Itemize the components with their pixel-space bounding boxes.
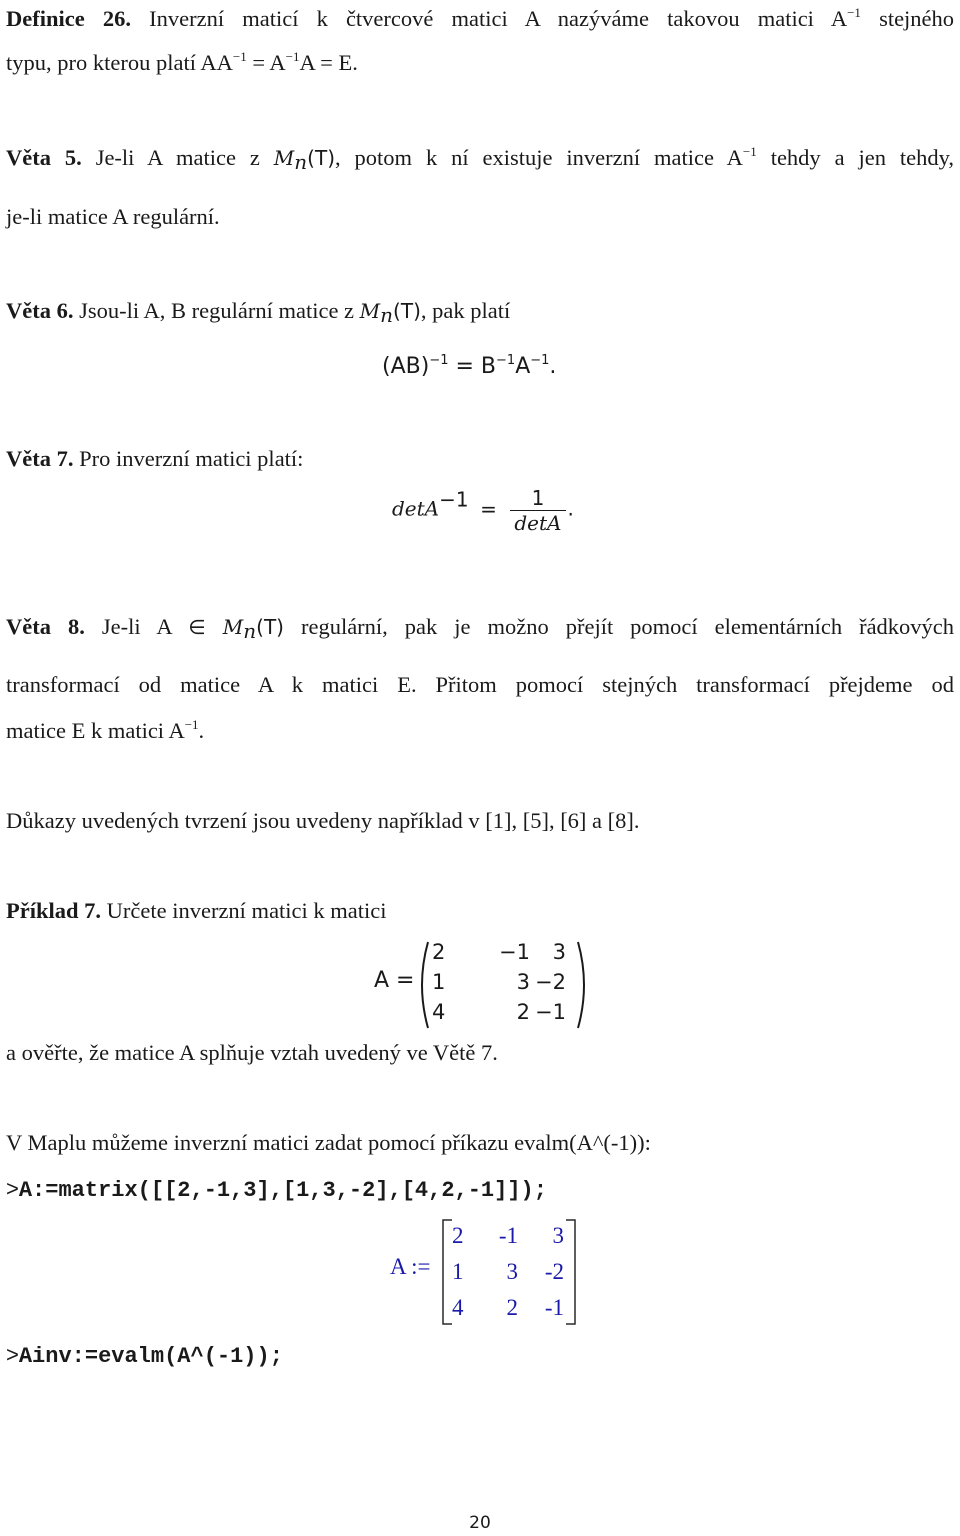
- maple-intro: V Maplu můžeme inverzní matici zadat pomocí příkazu evalm(A^(-1)):: [6, 1130, 651, 1155]
- field-symbol: (T): [256, 615, 284, 639]
- def26-label: Definice 26.: [6, 6, 131, 31]
- veta6-line1: [6, 296, 954, 326]
- veta6-text-a: Jsou-li A, B regulární matice z: [79, 298, 355, 323]
- matrix-cell: −1: [535, 1000, 566, 1024]
- matrix-lhs: A =: [374, 968, 415, 993]
- matrix-cell: -1: [498, 1223, 518, 1248]
- priklad7-text: Určete inverzní matici k matici: [106, 898, 387, 923]
- veta5-text-c: tehdy a jen tehdy,: [770, 145, 955, 170]
- veta8-text-3: matice E k matici A: [6, 718, 185, 743]
- maple-right-bracket: [562, 1218, 578, 1326]
- matrix-cell: 2: [452, 1223, 464, 1248]
- veta8-text-b: regulární, pak je možno přejít pomocí elementárních řádkových: [300, 614, 955, 639]
- maple-command-matrix: A:=matrix([[2,-1,3],[1,3,-2],[4,2,-1]]);: [18, 1178, 547, 1203]
- matrix-cell: 3: [552, 1223, 564, 1248]
- example-matrix: [432, 940, 566, 1030]
- matrix-cell: 4: [452, 1295, 464, 1320]
- element-of-symbol: ∈: [188, 615, 206, 639]
- formula-b: = B: [455, 354, 497, 379]
- formula-end: .: [549, 354, 557, 379]
- veta5-text-a: Je-li A matice z: [95, 145, 260, 170]
- veta7-text: Pro inverzní matici platí:: [79, 446, 304, 471]
- inv-exponent: −1: [742, 144, 757, 159]
- math-n: n: [380, 303, 394, 327]
- veta5-line2: je-li matice A regulární.: [6, 204, 220, 229]
- priklad7-label: Příklad 7.: [6, 898, 102, 923]
- formula-ab: (AB): [382, 354, 430, 379]
- def26-text2b: = A: [252, 50, 286, 75]
- field-symbol: (T): [393, 299, 421, 323]
- matrix-right-paren: [576, 940, 592, 1030]
- matrix-cell: 4: [432, 1000, 446, 1024]
- matrix-cell: 2: [506, 1295, 518, 1320]
- det-fraction: [510, 486, 565, 535]
- matrix-left-paren: [414, 940, 430, 1030]
- matrix-cell: 1: [432, 970, 446, 994]
- veta5-label: Věta 5.: [6, 145, 82, 170]
- inv-exponent: −1: [496, 353, 516, 368]
- inv-exponent: −1: [285, 49, 300, 64]
- veta8-line1: [6, 612, 954, 642]
- math-M: M: [359, 299, 381, 323]
- veta8-end: .: [198, 718, 205, 743]
- det-lhs: detA: [392, 496, 440, 521]
- proofs-reference: Důkazy uvedených tvrzení jsou uvedeny například v [1], [5], [6] a [8].: [6, 808, 640, 833]
- formula-a: A: [515, 354, 531, 379]
- inv-exponent: −1: [530, 353, 550, 368]
- inv-exponent: −1: [429, 353, 449, 368]
- inv-exponent: −1: [439, 487, 469, 512]
- def26-line2: [6, 48, 954, 78]
- field-symbol: (T): [307, 146, 335, 170]
- matrix-cell: 3: [506, 1259, 518, 1284]
- def26-text2a: typu, pro kterou platí AA: [6, 50, 233, 75]
- maple-command-inverse: Ainv:=evalm(A^(-1));: [18, 1344, 283, 1369]
- veta5-text-b: , potom k ní existuje inverzní matice A: [335, 145, 743, 170]
- inv-exponent: −1: [847, 5, 861, 20]
- maple-prompt: >: [6, 1176, 19, 1201]
- fraction-denominator: detA: [510, 510, 565, 535]
- math-n: n: [294, 150, 308, 174]
- veta8-line2: transformací od matice A k matici E. Přitom pomocí stejných transformací přejdeme od: [6, 672, 954, 697]
- math-n: n: [243, 619, 257, 643]
- maple-input-2: [6, 1340, 954, 1372]
- inv-exponent: −1: [184, 717, 199, 732]
- veta7-formula: [392, 486, 574, 535]
- def26-line1: [6, 4, 954, 34]
- veta8-label: Věta 8.: [6, 614, 85, 639]
- priklad7-after: a ověřte, že matice A splňuje vztah uvedený ve Větě 7.: [6, 1040, 498, 1065]
- matrix-cell: 2: [432, 940, 446, 964]
- veta7-label: Věta 7.: [6, 446, 74, 471]
- matrix-cell: −1: [499, 940, 530, 964]
- matrix-cell: −2: [535, 970, 566, 994]
- page-number: 20: [469, 1513, 491, 1533]
- veta6-label: Věta 6.: [6, 298, 74, 323]
- veta7-line1: [6, 444, 954, 474]
- matrix-cell: 2: [516, 1000, 530, 1024]
- matrix-cell: -1: [544, 1295, 564, 1320]
- veta8-line3: [6, 716, 954, 746]
- maple-output-lhs: A :=: [390, 1254, 431, 1279]
- equals-sign: =: [480, 496, 497, 521]
- def26-text-end: stejného: [879, 6, 955, 31]
- matrix-cell: 3: [516, 970, 530, 994]
- fraction-numerator: 1: [531, 486, 545, 510]
- priklad7-line1: [6, 896, 954, 926]
- matrix-cell: 3: [552, 940, 566, 964]
- maple-output-matrix: [452, 1218, 564, 1326]
- matrix-cell: 1: [452, 1259, 464, 1284]
- def26-text2c: A = E.: [299, 50, 358, 75]
- maple-prompt: >: [6, 1342, 19, 1367]
- matrix-cell: -2: [544, 1259, 564, 1284]
- inv-exponent: −1: [232, 49, 247, 64]
- def26-text: Inverzní maticí k čtvercové matici A nazýváme takovou matici A: [149, 6, 848, 31]
- math-M: M: [222, 615, 244, 639]
- veta8-text-a: Je-li A: [101, 614, 172, 639]
- veta6-text-b: , pak platí: [420, 298, 511, 323]
- veta6-formula: [382, 354, 556, 379]
- formula-end: .: [567, 496, 574, 521]
- math-M: M: [273, 146, 295, 170]
- maple-input-1: [6, 1174, 954, 1206]
- veta5-line1: [6, 143, 954, 173]
